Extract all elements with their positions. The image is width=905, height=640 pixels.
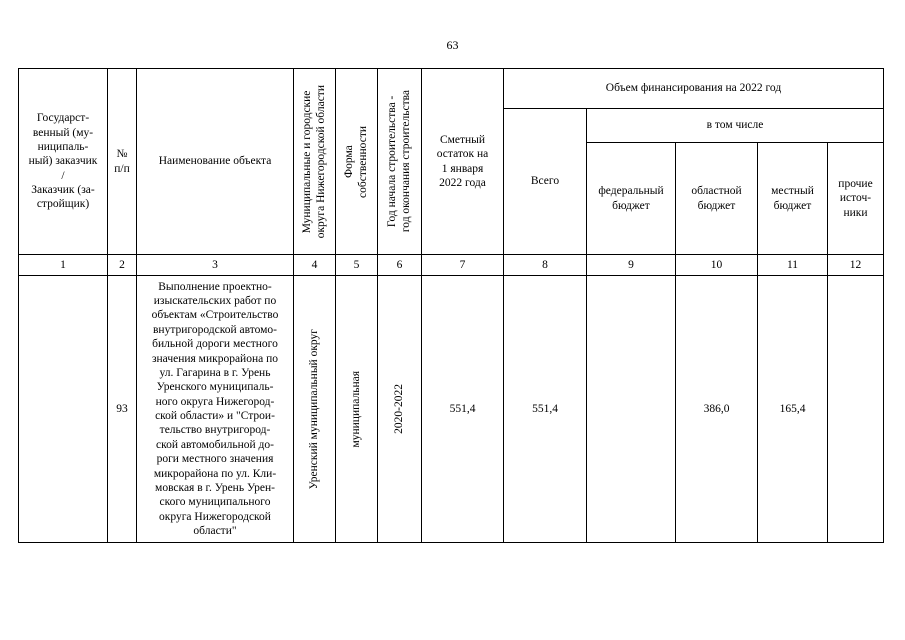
header-number: № п/п [108,69,137,255]
header-funding: Объем финансирования на 2022 год [504,69,884,109]
row-local: 165,4 [758,276,828,543]
header-years-cell [378,69,422,255]
page-number: 63 [446,38,459,52]
row-municipal-cell [294,276,336,543]
header-municipal-cell [294,69,336,255]
header-years: Год начала строительства - год окончания строительства [385,90,412,233]
header-row-1 [19,69,884,109]
row-number: 93 [108,276,137,543]
header-ownership-cell [336,69,378,255]
column-number: 9 [587,255,676,276]
header-regional: областной бюджет [676,143,758,255]
column-number: 12 [828,255,884,276]
header-municipal: Муниципальные и городские округа Нижегородской области [300,84,327,239]
row-municipal: Уренский муниципальный округ [307,328,320,490]
column-number: 5 [336,255,378,276]
row-estimate: 551,4 [422,276,504,543]
row-years-cell [378,276,422,543]
column-number: 3 [137,255,294,276]
header-ownership: Форма собственности [342,125,369,198]
table-row [19,276,884,543]
header-local: местный бюджет [758,143,828,255]
column-number: 7 [422,255,504,276]
column-number: 6 [378,255,422,276]
column-number: 10 [676,255,758,276]
header-object-name: Наименование объекта [137,69,294,255]
header-including: в том числе [587,109,884,143]
column-number: 8 [504,255,587,276]
row-years: 2020-2022 [392,384,405,434]
row-ownership: муниципальная [349,370,362,448]
financing-table [18,68,884,543]
column-number: 4 [294,255,336,276]
header-total: Всего [504,109,587,255]
header-customer: Государст- венный (му- ниципаль- ный) заказчик / Заказчик (за- стройщик) [19,69,108,255]
column-number: 2 [108,255,137,276]
row-customer [19,276,108,543]
header-other: прочие источ- ники [828,143,884,255]
row-federal [587,276,676,543]
header-estimate: Сметный остаток на 1 января 2022 года [422,69,504,255]
row-total: 551,4 [504,276,587,543]
row-object-name: Выполнение проектно- изыскательских работ по объектам «Строительство внутригородской автомо- бильной дороги местного значения микрорайона по ул. Гагарина в г. Урень Уренского муниципаль- ного округа Нижегород- ской области» и "Строи- тельство внутригород- ской автомобильной до- роги местного значения микрорайона по ул. Кли- мовская в г. Урень Урен- ского муниципального округа Нижегородской области" [137,276,294,543]
header-federal: федеральный бюджет [587,143,676,255]
row-regional: 386,0 [676,276,758,543]
column-number-row [19,255,884,276]
column-number: 1 [19,255,108,276]
column-number: 11 [758,255,828,276]
row-ownership-cell [336,276,378,543]
row-other [828,276,884,543]
